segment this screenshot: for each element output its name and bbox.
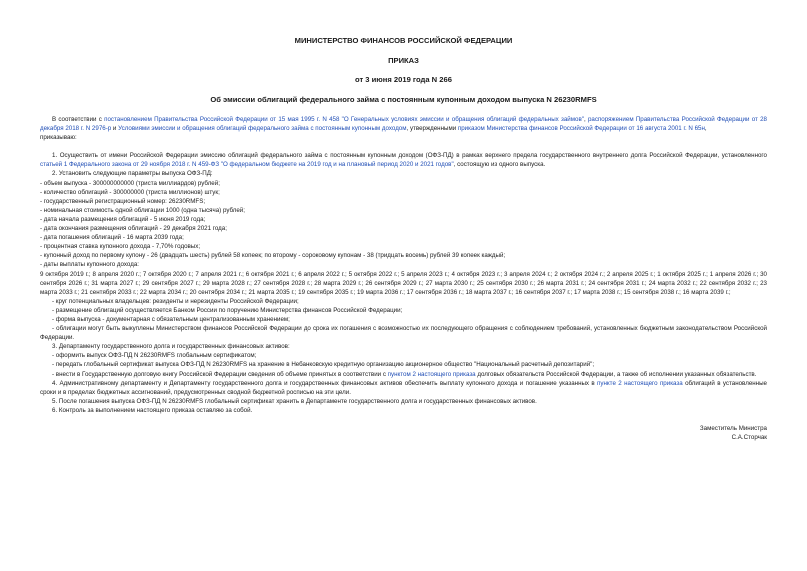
link-issue-conditions[interactable]: Условиями эмиссии и обращения облигаций федерального займа с постоянным купонным доходом xyxy=(118,125,407,133)
preamble-text: , xyxy=(704,125,707,133)
link-item-2[interactable]: пунктом 2 настоящего приказа xyxy=(387,370,476,378)
link-government-decree-458[interactable]: постановлением Правительства Российской Федерации от 15 мая 1995 г. N 458 "О Генеральных условиях эмиссии и обращения облигаций федеральных займов" xyxy=(104,116,584,123)
param-line: - размещение облигаций осуществляется Банком России по поручению Министерства финансов Российской Федерации; xyxy=(52,306,403,314)
param-line: - номинальная стоимость одной облигации 1000 (одна тысяча) рублей; xyxy=(40,206,245,214)
item-1-text: , состоящую из одного выпуска. xyxy=(453,161,546,169)
param-line: - дата начала размещения облигаций - 5 июня 2019 года; xyxy=(40,215,206,223)
item-4-text: 4. Административному департаменту и Департаменту государственного долга и государственных финансовых активов обеспечить выплату купонного дохода и погашение указанных в xyxy=(52,379,598,387)
item-6: 6. Контроль за выполнением настоящего приказа оставляю за собой. xyxy=(52,406,253,414)
order-word: приказываю: xyxy=(40,134,77,142)
param-line: - купонный доход по первому купону - 26 (двадцать шесть) рублей 58 копеек; по второму - сороковому купонам - 38 (тридцать восемь) рублей 39 копеек каждый; xyxy=(40,252,506,260)
signature-position: Заместитель Министра xyxy=(699,425,767,432)
item-3-c-text: - внести в Государственную долговую книгу Российской Федерации сведения об объеме принятых в соответствии с xyxy=(52,370,388,378)
item-3-b: - передать глобальный сертификат выпуска ОФЗ-ПД N 26230RMFS на хранение в Небанковскую кредитную организацию акционерное общество "Национальный расчетный депозитарий"; xyxy=(52,361,595,369)
param-line: - форма выпуска - документарная с обязательным централизованным хранением; xyxy=(52,315,290,323)
document-body xyxy=(40,115,767,442)
param-line: - объем выпуска - 300000000000 (триста миллиардов) рублей; xyxy=(40,179,220,187)
document-title: Об эмиссии облигаций федерального займа с постоянным купонным доходом выпуска N 26230RMFS xyxy=(210,95,597,104)
preamble-text: и xyxy=(111,125,119,133)
item-3-a: - оформить выпуск ОФЗ-ПД N 26230RMFS глобальным сертификатом; xyxy=(52,352,257,360)
param-line: - дата погашения облигаций - 16 марта 2039 года; xyxy=(40,234,184,242)
item-3-intro: 3. Департаменту государственного долга и государственных финансовых активов: xyxy=(52,343,290,351)
link-item-2[interactable]: пункте 2 настоящего приказа xyxy=(597,379,683,387)
preamble-text: , утвержденными xyxy=(406,125,458,133)
link-federal-law-459[interactable]: статьей 1 Федерального закона от 29 ноября 2018 г. N 459-ФЗ "О федеральном бюджете на 2019 год и на плановый период 2020 и 2021 годов" xyxy=(40,161,454,169)
item-3-c xyxy=(40,370,767,379)
item-2-intro: 2. Установить следующие параметры выпуска ОФЗ-ПД: xyxy=(52,170,213,178)
item-3-c-text: долговых обязательств Российской Федерации, а также об исполнении указанных обязательств. xyxy=(475,370,757,378)
param-line: - даты выплаты купонного дохода: xyxy=(40,261,139,269)
preamble-text: , xyxy=(583,116,588,123)
document-type: ПРИКАЗ xyxy=(388,56,419,65)
signature-name: С.А.Сторчак xyxy=(731,434,767,442)
item-4 xyxy=(40,379,767,397)
item-1 xyxy=(40,151,767,169)
param-line: - облигации могут быть выкуплены Министерством финансов Российской Федерации до срока их погашения с возможностью их последующего обращения с соблюдением требований, установленных бюджетным законодательством Российской Федерации. xyxy=(40,325,767,342)
item-4-text: облигаций в установленные сроки и в пределах бюджетных ассигнований, предусмотренных сводной бюджетной росписью на эти цели. xyxy=(40,379,767,396)
ministry-heading: МИНИСТЕРСТВО ФИНАНСОВ РОССИЙСКОЙ ФЕДЕРАЦИИ xyxy=(294,36,513,45)
param-line: - государственный регистрационный номер: 26230RMFS; xyxy=(40,197,206,205)
param-line: - круг потенциальных владельцев: резиденты и нерезиденты Российской Федерации; xyxy=(52,297,299,305)
param-line: - дата окончания размещения облигаций - 29 декабря 2021 года; xyxy=(40,225,227,233)
link-government-order-2976[interactable]: распоряжением Правительства Российской Федерации от 28 декабря 2018 г. N 2976-р xyxy=(40,116,767,133)
link-minfin-order-65n[interactable]: приказом Министерства финансов Российской Федерации от 16 августа 2001 г. N 65н xyxy=(457,125,705,133)
preamble-text: В соответствии с xyxy=(52,116,105,123)
document-date-number: от 3 июня 2019 года N 266 xyxy=(355,75,452,84)
param-line: - процентная ставка купонного дохода - 7,70% годовых; xyxy=(40,243,201,251)
item-5: 5. После погашения выпуска ОФЗ-ПД N 26230RMFS глобальный сертификат хранить в Департаменте государственного долга и государственных финансовых активов. xyxy=(52,397,537,405)
param-line: - количество облигаций - 300000000 (триста миллионов) штук; xyxy=(40,188,220,196)
coupon-dates: 9 октября 2019 г.; 8 апреля 2020 г.; 7 октября 2020 г.; 7 апреля 2021 г.; 6 октября 2021 г.; 6 апреля 2022 г.; 5 октября 2022 г.; 5 апреля 2023 г.; 4 октября 2023 г.; 3 апреля 2024 г.; 2 октября 2024 г.; 2 апреля 2025 г.; 1 октября 2025 г.; 1 апреля 2026 г.; 30 сентября 2026 г.; 31 марта 2027 г.; 29 сентября 2027 г.; 29 марта 2028 г.; 27 сентября 2028 г.; 28 марта 2029 г.; 26 сентября 2029 г.; 27 марта 2030 г.; 25 сентября 2030 г.; 26 марта 2031 г.; 24 сентября 2031 г.; 24 марта 2032 г.; 22 сентября 2032 г.; 23 марта 2033 г.; 21 сентября 2033 г.; 22 марта 2034 г.; 20 сентября 2034 г.; 21 марта 2035 г.; 19 сентября 2035 г.; 19 марта 2036 г.; 17 сентября 2036 г.; 18 марта 2037 г.; 16 сентября 2037 г.; 17 марта 2038 г.; 15 сентября 2038 г.; 16 марта 2039 г.; xyxy=(40,270,767,296)
preamble xyxy=(40,115,767,133)
item-1-text: 1. Осуществить от имени Российской Федерации эмиссию облигаций федерального займа с постоянным купонным доходом (ОФЗ-ПД) в рамках верхнего предела государственного внутреннего долга Российской Федерации, установленного xyxy=(52,152,767,160)
